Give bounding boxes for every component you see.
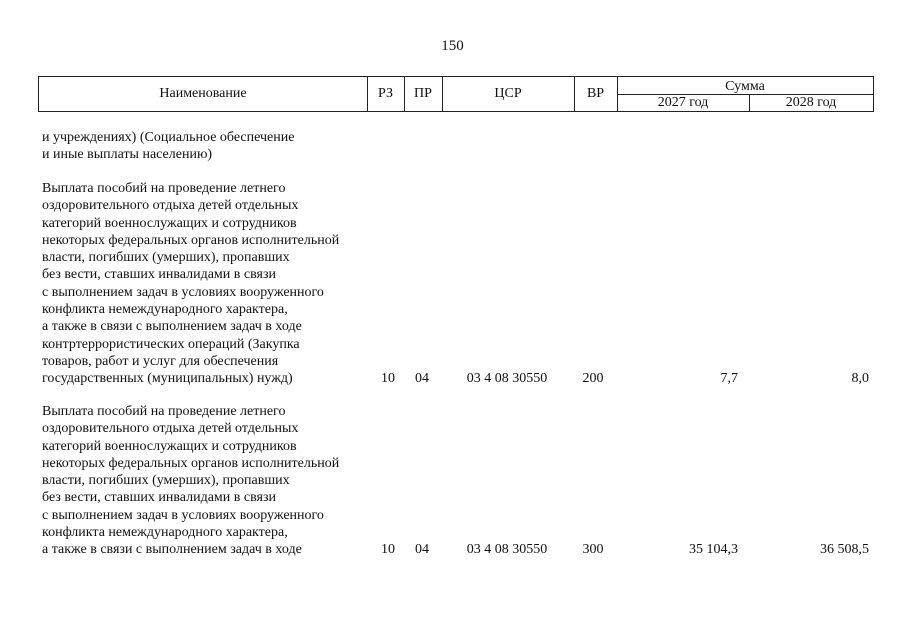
row-name-line: оздоровительного отдыха детей отдельных <box>42 421 299 437</box>
row-name-line: некоторых федеральных органов исполнительной <box>42 232 340 248</box>
row-name-line: а также в связи с выполнением задач в ходе <box>42 542 302 558</box>
header-year-2028: 2028 год <box>785 95 837 110</box>
row-rz: 10 <box>381 542 395 557</box>
row-name-line: власти, погибших (умерших), пропавших <box>42 250 290 266</box>
row-sum-2028: 36 508,5 <box>820 542 869 557</box>
page-number: 150 <box>441 38 464 54</box>
row-name-line: с выполнением задач в условиях вооруженного <box>42 507 324 523</box>
row-name-line: без вести, ставших инвалидами в связи <box>42 490 276 506</box>
row-name-line: конфликта немеждународного характера, <box>42 525 288 541</box>
row-name-line: категорий военнослужащих и сотрудников <box>42 438 297 454</box>
row-name-line: конфликта немеждународного характера, <box>42 302 288 318</box>
row-rz: 10 <box>381 371 395 386</box>
header-rz: РЗ <box>378 86 393 101</box>
row-name <box>42 180 372 388</box>
row-name-line: товаров, работ и услуг для обеспечения <box>42 353 279 369</box>
row-sum-2027: 7,7 <box>720 371 738 386</box>
row-name-line: власти, погибших (умерших), пропавших <box>42 473 290 489</box>
row-pr: 04 <box>415 542 429 557</box>
row-name-line: контртеррористических операций (Закупка <box>42 336 300 352</box>
row-name-line: Выплата пособий на проведение летнего <box>42 181 286 196</box>
row-name-line: категорий военнослужащих и сотрудников <box>42 215 297 231</box>
row-vr: 300 <box>582 542 604 557</box>
header-year-2027: 2027 год <box>657 95 709 110</box>
row-csr: 03 4 08 30550 <box>466 371 548 386</box>
header-sum: Сумма <box>725 79 765 94</box>
row-pr: 04 <box>415 371 429 386</box>
row-name-line: а также в связи с выполнением задач в ходе <box>42 319 302 335</box>
row-name <box>42 129 372 164</box>
row-csr: 03 4 08 30550 <box>466 542 548 557</box>
header-pr: ПР <box>414 86 432 101</box>
row-sum-2027: 35 104,3 <box>689 542 738 557</box>
row-sum-2028: 8,0 <box>851 371 869 386</box>
row-vr: 200 <box>582 371 604 386</box>
row-name <box>42 403 372 559</box>
row-name-line: без вести, ставших инвалидами в связи <box>42 267 276 283</box>
table-header <box>38 76 874 112</box>
header-vr: ВР <box>586 86 605 101</box>
row-name-line: государственных (муниципальных) нужд) <box>42 371 293 387</box>
row-name-line: Выплата пособий на проведение летнего <box>42 404 286 419</box>
header-name: Наименование <box>159 86 247 101</box>
row-name-line: оздоровительного отдыха детей отдельных <box>42 198 299 214</box>
header-csr: ЦСР <box>494 86 522 101</box>
row-name-line: некоторых федеральных органов исполнительной <box>42 455 340 471</box>
row-name-line: и иные выплаты населению) <box>42 147 213 163</box>
row-name-line: с выполнением задач в условиях вооруженного <box>42 284 324 300</box>
row-name-line: и учреждениях) (Социальное обеспечение <box>42 130 295 145</box>
